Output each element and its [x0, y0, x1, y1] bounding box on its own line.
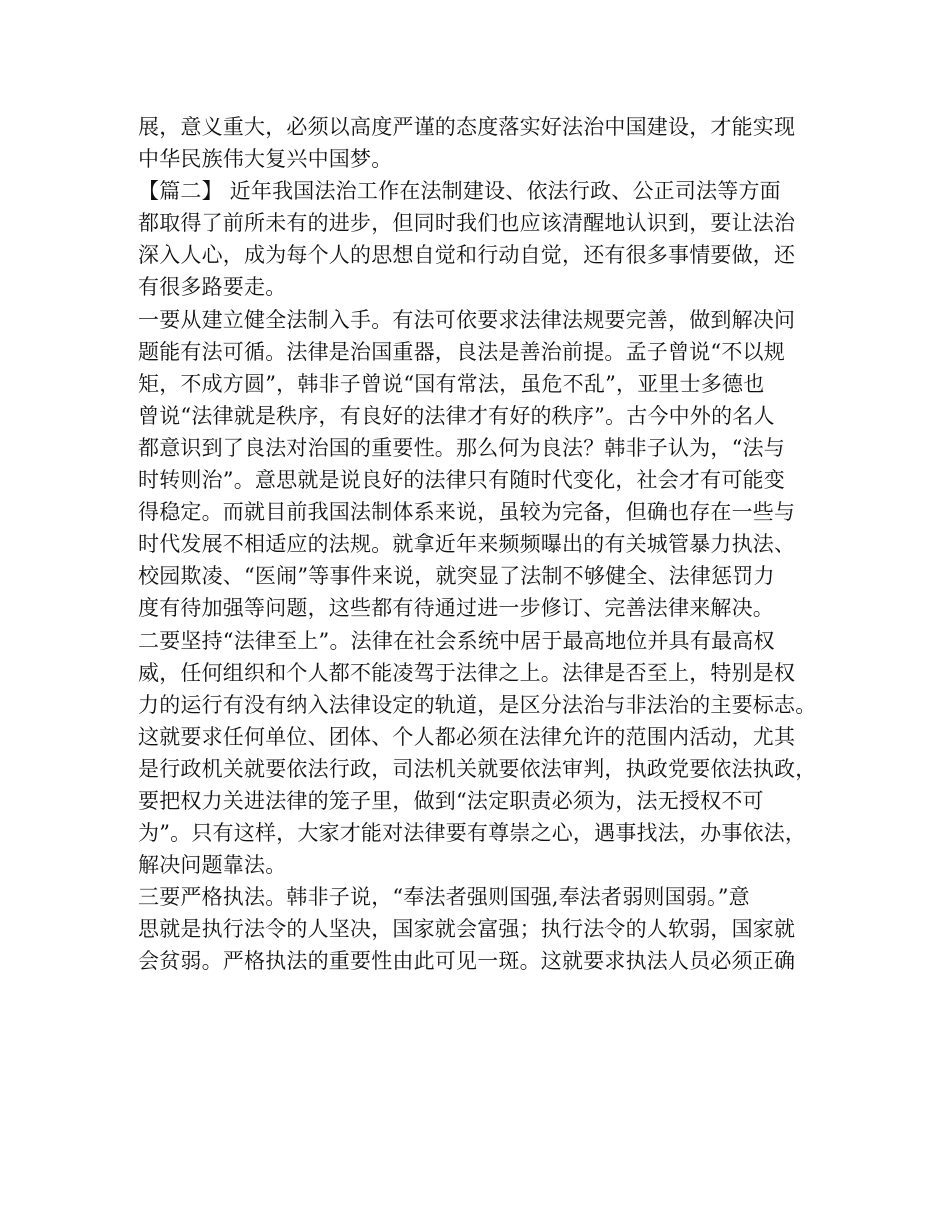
text-line: 三要严格执法。韩非子说，“奉法者强则国强,奉法者弱则国弱。”意	[138, 885, 750, 910]
text-line: 为”。只有这样，大家才能对法律要有尊崇之心，遇事找法，办事依法，	[138, 821, 807, 846]
text-line: 威，任何组织和个人都不能凌驾于法律之上。法律是否至上，特别是权	[138, 660, 796, 685]
text-line: 题能有法可循。法律是治国重器，良法是善治前提。孟子曾说“不以规	[138, 339, 785, 364]
text-line: 展，意义重大，必须以高度严谨的态度落实好法治中国建设，才能实现	[138, 115, 796, 139]
text-line: 深入人心，成为每个人的思想自觉和行动自觉，还有很多事情要做，还	[138, 243, 796, 268]
text-line: 时转则治”。意思就是说良好的法律只有随时代变化，社会才有可能变	[138, 468, 785, 493]
text-line: 校园欺凌、“医闹”等事件来说，就突显了法制不够健全、法律惩罚力	[138, 564, 775, 589]
text-line: 得稳定。而就目前我国法制体系来说，虽较为完备，但确也存在一些与	[138, 500, 796, 525]
text-line: 都取得了前所未有的进步，但同时我们也应该清醒地认识到，要让法治	[138, 211, 796, 236]
text-line: 曾说“法律就是秩序，有良好的法律才有好的秩序”。古今中外的名人	[138, 403, 775, 428]
text-line: 都意识到了良法对治国的重要性。那么何为良法？韩非子认为，“法与	[138, 435, 785, 460]
text-line: 有很多路要走。	[138, 275, 287, 300]
text-line: 度有待加强等问题，这些都有待通过进一步修订、完善法律来解决。	[138, 596, 774, 621]
text-line: 力的运行有没有纳入法律设定的轨道，是区分法治与非法治的主要标志。	[138, 692, 817, 717]
text-line: 会贫弱。严格执法的重要性由此可见一斑。这就要求执法人员必须正确	[138, 949, 796, 974]
text-line: 时代发展不相适应的法规。就拿近年来频频曝出的有关城管暴力执法、	[138, 532, 796, 557]
text-line: 一要从建立健全法制入手。有法可依要求法律法规要完善，做到解决问	[138, 307, 796, 332]
text-line: 这就要求任何单位、团体、个人都必须在法律允许的范围内活动，尤其	[138, 724, 796, 749]
text-line: 二要坚持“法律至上”。法律在社会系统中居于最高地位并具有最高权	[138, 628, 775, 653]
text-line: 解决问题靠法。	[138, 853, 287, 878]
text-line: 要把权力关进法律的笼子里，做到“法定职责必须为，法无授权不可	[138, 788, 764, 813]
body-text	[138, 111, 828, 978]
text-line: 中华民族伟大复兴中国梦。	[138, 147, 393, 172]
text-line: 【篇二】 近年我国法治工作在法制建设、依法行政、公正司法等方面	[138, 179, 781, 204]
text-line: 是行政机关就要依法行政，司法机关就要依法审判，执政党要依法执政，	[138, 756, 817, 781]
text-line: 思就是执行法令的人坚决，国家就会富强；执行法令的人软弱，国家就	[138, 917, 796, 942]
text-line: 矩，不成方圆”，韩非子曾说“国有常法，虽危不乱”，亚里士多德也	[138, 371, 765, 396]
